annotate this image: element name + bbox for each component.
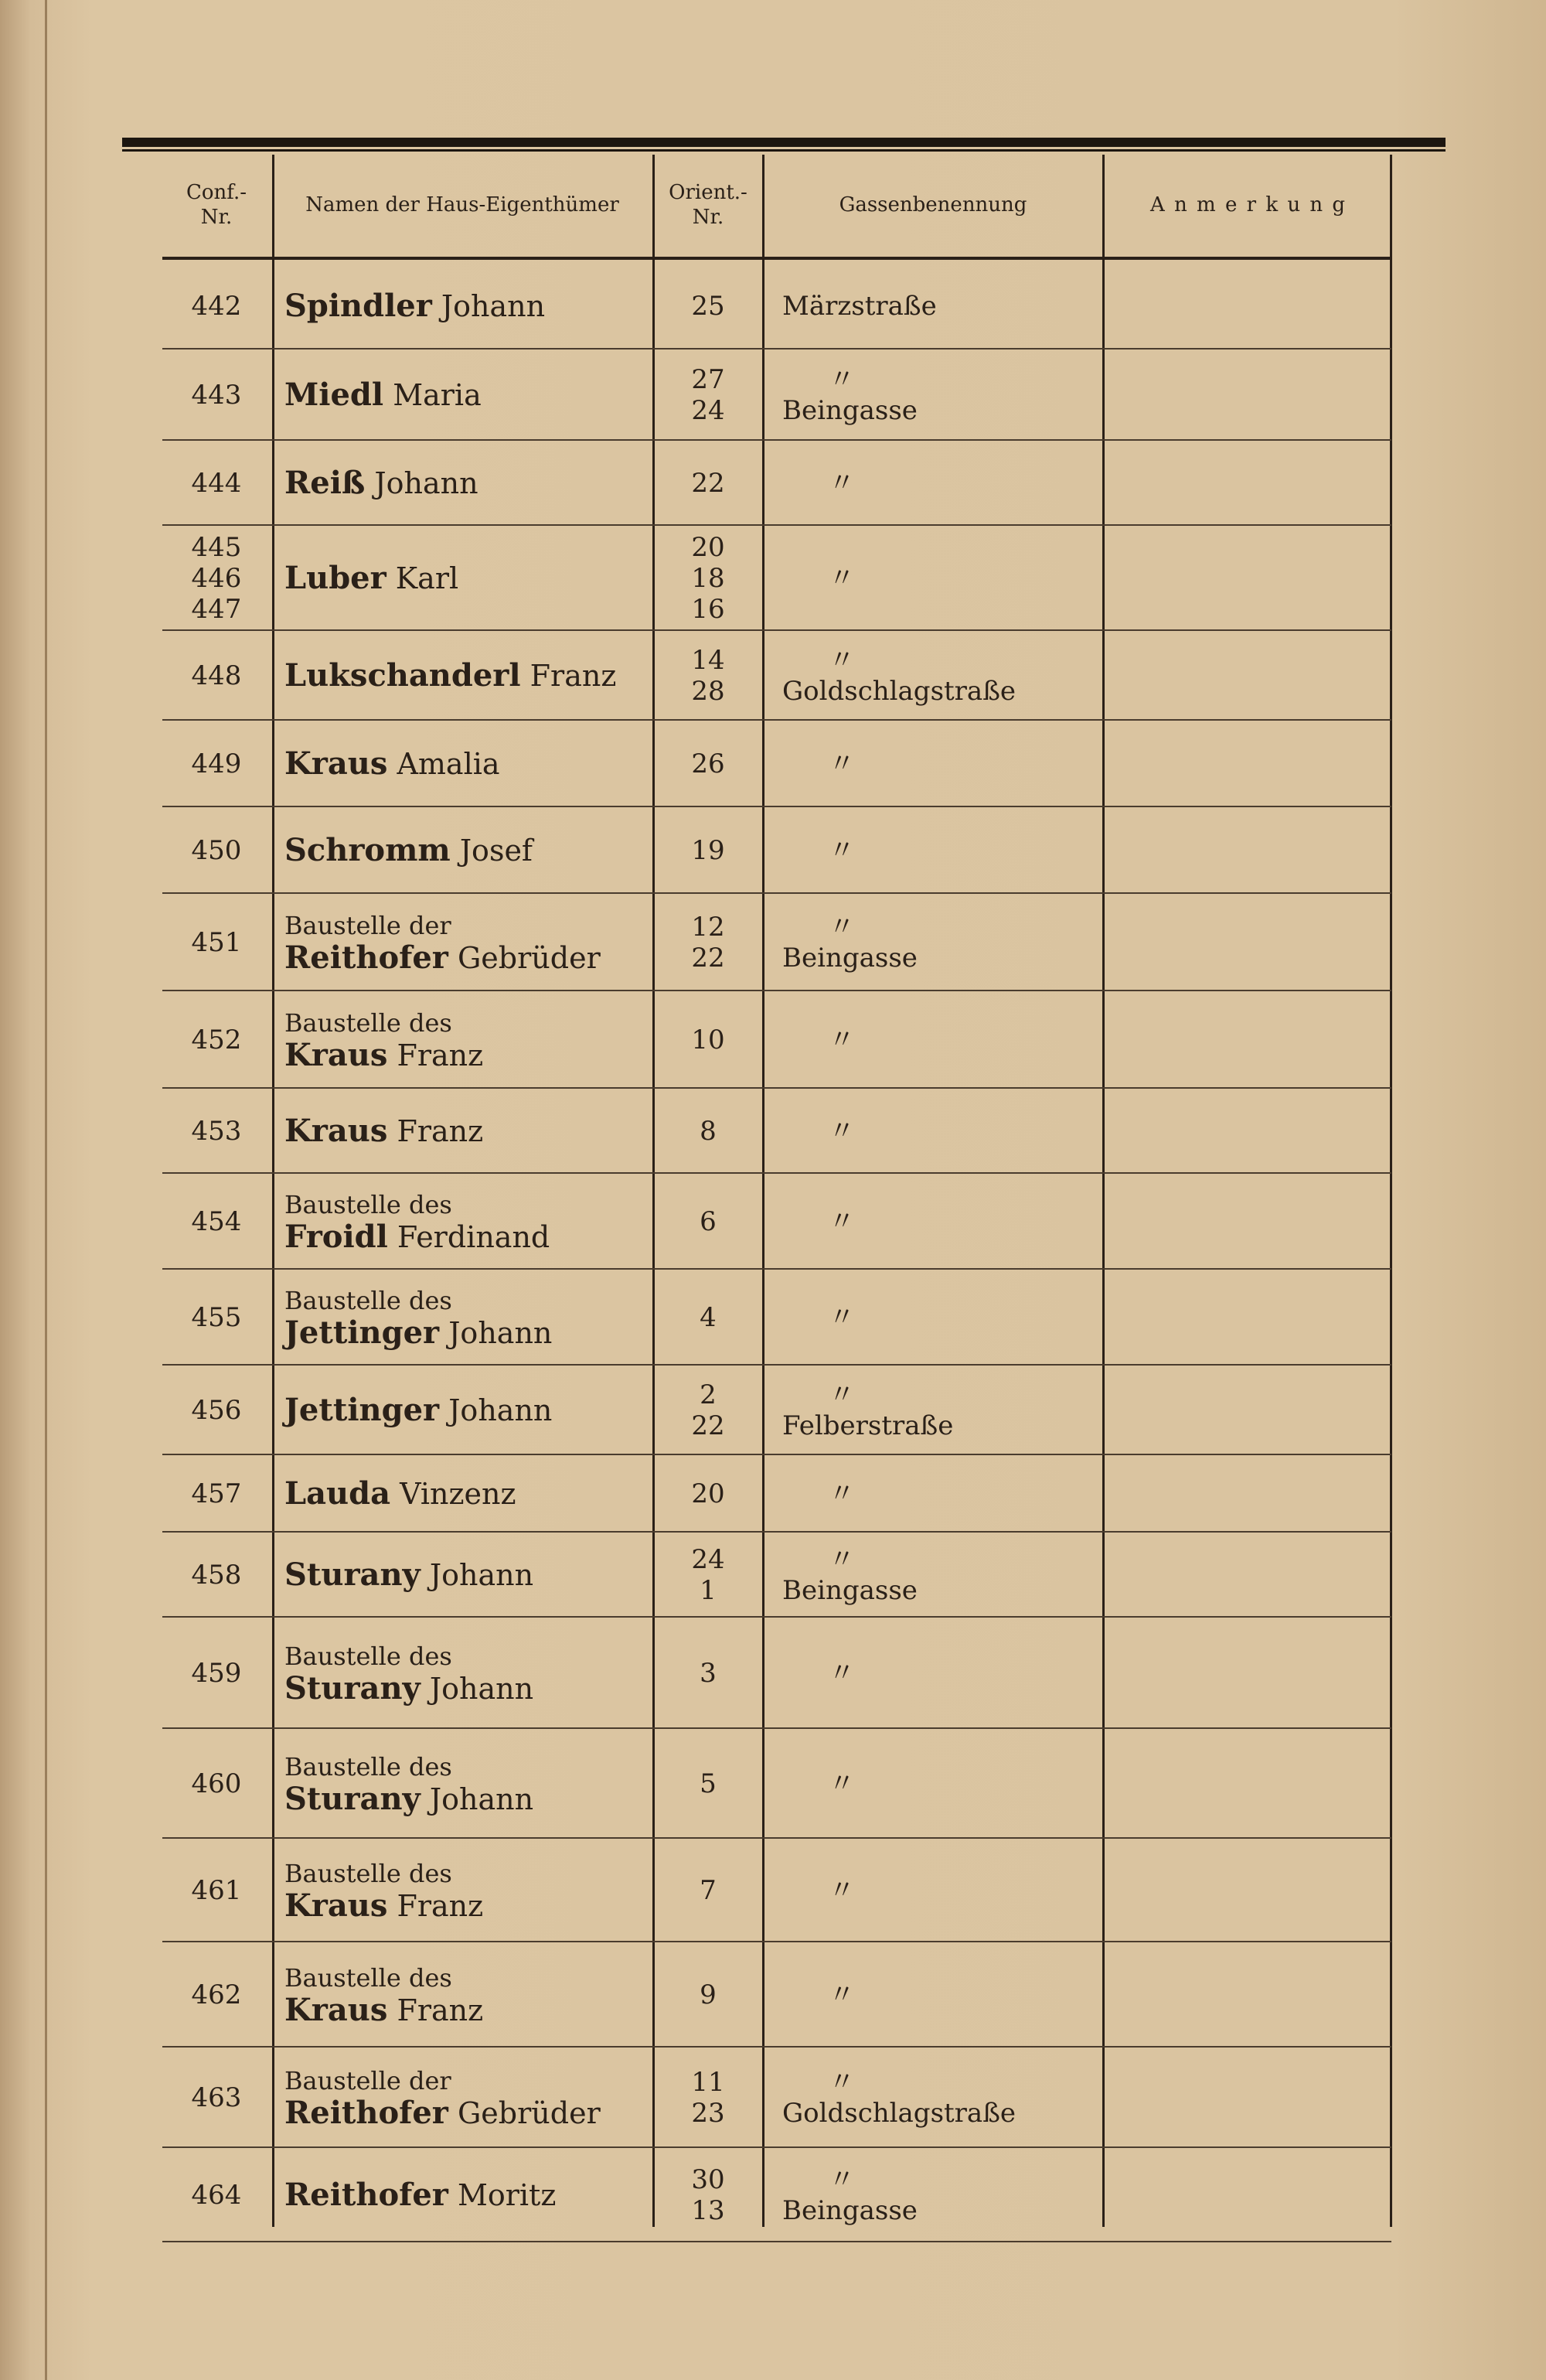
orient-nr: 1: [700, 1575, 717, 1606]
orient-nr-cell: [657, 441, 759, 526]
conf-nr: 453: [191, 1116, 242, 1147]
owner-line: [284, 1782, 656, 1816]
orient-nr: 13: [691, 2195, 725, 2226]
table-row: [162, 1942, 1391, 2048]
conf-nr: 454: [191, 1206, 242, 1237]
page-fold-line: [45, 0, 47, 2380]
conf-nr: 443: [191, 380, 242, 411]
conf-nr: 463: [191, 2082, 242, 2113]
owner-given-name: Johann: [448, 1393, 553, 1427]
street-name: Beingasse: [782, 395, 918, 426]
orient-nr: 26: [691, 748, 725, 779]
orient-nr-cell: [657, 807, 759, 894]
owner-given-name: Karl: [395, 561, 459, 595]
orient-nr-cell: [657, 1729, 759, 1839]
orient-nr: 20: [691, 532, 725, 563]
owner-given-name: Ferdinand: [397, 1220, 550, 1254]
conf-nr-cell: [162, 721, 271, 807]
owner-surname: Sturany: [284, 1670, 421, 1707]
header-gasse: [767, 155, 1099, 255]
orient-nr: 22: [691, 943, 725, 973]
owner-line: [284, 2178, 656, 2212]
owner-line: [284, 378, 656, 412]
owner-name-cell: [277, 1839, 656, 1942]
owner-surname: Lukschanderl: [284, 657, 521, 694]
gasse-cell: [767, 807, 1115, 894]
conf-nr: 449: [191, 748, 242, 779]
owner-given-name: Maria: [393, 378, 482, 412]
owner-line: [284, 1672, 656, 1706]
ditto-mark: 〃: [829, 1116, 855, 1147]
owner-name-cell: [277, 526, 656, 631]
conf-nr-cell: [162, 1618, 271, 1729]
owner-name-cell: [277, 807, 656, 894]
anmerkung-cell: [1105, 894, 1391, 991]
table-row: [162, 894, 1391, 991]
owner-surname: Kraus: [284, 745, 388, 782]
table-row: [162, 1366, 1391, 1455]
owner-name-cell: [277, 1270, 656, 1366]
ditto-mark: 〃: [829, 835, 855, 866]
ditto-mark: 〃: [829, 364, 855, 395]
orient-nr: 8: [700, 1116, 717, 1147]
table-row: [162, 349, 1391, 441]
orient-nr: 28: [691, 676, 725, 707]
conf-nr: 458: [191, 1560, 242, 1591]
orient-nr: 4: [700, 1302, 717, 1333]
conf-nr: 457: [191, 1478, 242, 1509]
table-row: [162, 2048, 1391, 2148]
conf-nr: 459: [191, 1658, 242, 1689]
owner-line: [284, 834, 656, 868]
owner-line: [284, 1889, 656, 1923]
anmerkung-cell: [1105, 1618, 1391, 1729]
orient-nr-cell: [657, 1270, 759, 1366]
header-owner-names: [277, 155, 648, 255]
conf-nr: 445: [191, 532, 242, 563]
owner-surname: Froidl: [284, 1219, 388, 1255]
conf-nr-cell: [162, 1455, 271, 1533]
owner-line: [284, 1038, 656, 1072]
table-row: [162, 1618, 1391, 1729]
table-row: [162, 441, 1391, 526]
gasse-cell: [767, 1618, 1115, 1729]
orient-nr-cell: [657, 263, 759, 349]
owner-line: [284, 1114, 656, 1148]
gasse-cell: [767, 1089, 1115, 1174]
owner-name-cell: [277, 1174, 656, 1270]
anmerkung-cell: [1105, 1533, 1391, 1618]
street-name: Goldschlagstraße: [782, 2098, 1016, 2129]
owner-surname: Kraus: [284, 1113, 388, 1149]
conf-nr-cell: [162, 2048, 271, 2148]
owner-prefix: Baustelle des: [284, 1859, 452, 1888]
anmerkung-cell: [1105, 1270, 1391, 1366]
owner-given-name: Johann: [441, 289, 546, 323]
orient-nr-cell: [657, 631, 759, 721]
owner-given-name: Moritz: [457, 2178, 557, 2212]
table-row: [162, 263, 1391, 349]
owner-name-cell: [277, 1618, 656, 1729]
anmerkung-cell: [1105, 1174, 1391, 1270]
owner-surname: Reiß: [284, 465, 366, 501]
anmerkung-cell: [1105, 263, 1391, 349]
header-owner-names-text: Namen der Haus-Eigenthümer: [305, 193, 619, 217]
conf-nr-cell: [162, 807, 271, 894]
owner-line: [284, 1393, 656, 1427]
gasse-cell: [767, 721, 1115, 807]
ditto-mark: 〃: [829, 1379, 855, 1410]
conf-nr: 448: [191, 660, 242, 691]
owner-given-name: Johann: [429, 1558, 534, 1592]
conf-nr-cell: [162, 1729, 271, 1839]
anmerkung-cell: [1105, 1089, 1391, 1174]
orient-nr: 14: [691, 645, 725, 676]
conf-nr-cell: [162, 1174, 271, 1270]
orient-nr: 20: [691, 1478, 725, 1509]
header-conf-nr-line1: Conf.-: [186, 181, 247, 204]
ditto-mark: 〃: [829, 912, 855, 943]
gasse-cell: [767, 991, 1115, 1089]
owner-surname: Reithofer: [284, 939, 448, 976]
anmerkung-cell: [1105, 991, 1391, 1089]
anmerkung-cell: [1105, 631, 1391, 721]
owner-name-cell: [277, 1729, 656, 1839]
header-conf-nr: [162, 155, 271, 255]
top-rule: [122, 138, 1446, 147]
header-underline: [162, 257, 1391, 260]
orient-nr-cell: [657, 1455, 759, 1533]
gasse-cell: [767, 441, 1115, 526]
orient-nr: 9: [700, 1979, 717, 2010]
orient-nr-cell: [657, 2148, 759, 2242]
conf-nr-cell: [162, 1089, 271, 1174]
header-anmerkung: [1105, 155, 1391, 255]
header-orient-nr-line2: Nr.: [692, 206, 724, 229]
ditto-mark: 〃: [829, 1544, 855, 1575]
table-row: [162, 1533, 1391, 1618]
owner-name-cell: [277, 1455, 656, 1533]
header-orient-nr: [657, 155, 759, 255]
orient-nr: 16: [691, 594, 725, 625]
conf-nr: 446: [191, 563, 242, 594]
owner-name-cell: [277, 1089, 656, 1174]
orient-nr-cell: [657, 526, 759, 631]
owner-surname: Reithofer: [284, 2177, 448, 2213]
anmerkung-cell: [1105, 2148, 1391, 2242]
conf-nr-cell: [162, 2148, 271, 2242]
orient-nr-cell: [657, 1366, 759, 1455]
ditto-mark: 〃: [829, 1768, 855, 1799]
orient-nr: 11: [691, 2067, 725, 2098]
street-name: Märzstraße: [782, 291, 937, 322]
owner-line: [284, 289, 656, 323]
conf-nr: 461: [191, 1875, 242, 1906]
table-row: [162, 2148, 1391, 2242]
orient-nr: 3: [700, 1658, 717, 1689]
owner-line: [284, 561, 656, 595]
conf-nr: 442: [191, 291, 242, 322]
conf-nr: 444: [191, 468, 242, 499]
owner-given-name: Josef: [459, 834, 533, 868]
owner-given-name: Gebrüder: [457, 2096, 601, 2130]
table-row: [162, 1839, 1391, 1942]
owner-surname: Kraus: [284, 1992, 388, 2028]
anmerkung-cell: [1105, 1366, 1391, 1455]
owner-given-name: Franz: [397, 1114, 484, 1148]
owner-name-cell: [277, 1366, 656, 1455]
owner-name-cell: [277, 631, 656, 721]
anmerkung-cell: [1105, 526, 1391, 631]
owner-prefix: Baustelle der: [284, 2066, 451, 2095]
owner-line: [284, 1558, 656, 1592]
gasse-cell: [767, 1942, 1115, 2048]
owner-given-name: Franz: [397, 1038, 484, 1072]
table-row: [162, 1174, 1391, 1270]
owner-line: [284, 1316, 656, 1350]
orient-nr: 6: [700, 1206, 717, 1237]
gasse-cell: [767, 263, 1115, 349]
orient-nr: 27: [691, 364, 725, 395]
conf-nr-cell: [162, 1942, 271, 2048]
owner-given-name: Gebrüder: [457, 941, 601, 975]
ditto-mark: 〃: [829, 1658, 855, 1689]
gasse-cell: [767, 1174, 1115, 1270]
gasse-cell: [767, 349, 1115, 441]
owner-name-cell: [277, 2148, 656, 2242]
owner-line: [284, 1477, 656, 1511]
table-row: [162, 991, 1391, 1089]
owner-line: [284, 1993, 656, 2027]
orient-nr: 23: [691, 2098, 725, 2129]
conf-nr-cell: [162, 1270, 271, 1366]
conf-nr: 450: [191, 835, 242, 866]
orient-nr-cell: [657, 894, 759, 991]
conf-nr: 452: [191, 1025, 242, 1055]
conf-nr-cell: [162, 991, 271, 1089]
orient-nr: 7: [700, 1875, 717, 1906]
orient-nr: 10: [691, 1025, 725, 1055]
owner-name-cell: [277, 2048, 656, 2148]
owner-given-name: Franz: [397, 1993, 484, 2027]
conf-nr-cell: [162, 263, 271, 349]
orient-nr: 22: [691, 1410, 725, 1441]
table-row: [162, 631, 1391, 721]
header-orient-nr-line1: Orient.-: [669, 181, 747, 204]
gasse-cell: [767, 1533, 1115, 1618]
gasse-cell: [767, 1270, 1115, 1366]
owner-given-name: Johann: [429, 1672, 534, 1706]
owner-prefix: Baustelle des: [284, 1008, 452, 1038]
street-name: Goldschlagstraße: [782, 676, 1016, 707]
orient-nr: 22: [691, 468, 725, 499]
gasse-cell: [767, 2148, 1115, 2242]
conf-nr: 456: [191, 1395, 242, 1426]
owner-given-name: Johann: [448, 1316, 553, 1350]
anmerkung-cell: [1105, 807, 1391, 894]
orient-nr-cell: [657, 1174, 759, 1270]
owner-line: [284, 747, 656, 781]
conf-nr-cell: [162, 526, 271, 631]
conf-nr: 455: [191, 1302, 242, 1333]
orient-nr: 24: [691, 1544, 725, 1575]
orient-nr-cell: [657, 991, 759, 1089]
orient-nr-cell: [657, 721, 759, 807]
orient-nr-cell: [657, 2048, 759, 2148]
orient-nr: 12: [691, 912, 725, 943]
owner-surname: Sturany: [284, 1781, 421, 1817]
ditto-mark: 〃: [829, 1302, 855, 1333]
owner-name-cell: [277, 349, 656, 441]
owner-surname: Kraus: [284, 1037, 388, 1073]
street-name: Beingasse: [782, 2195, 918, 2226]
owner-given-name: Johann: [374, 466, 478, 500]
anmerkung-cell: [1105, 1455, 1391, 1533]
row-rule: [162, 2241, 1391, 2242]
street-name: Beingasse: [782, 1575, 918, 1606]
owner-surname: Schromm: [284, 832, 451, 868]
owner-line: [284, 466, 656, 500]
ownership-table: [162, 155, 1391, 2227]
table-row: [162, 1729, 1391, 1839]
ditto-mark: 〃: [829, 2164, 855, 2195]
owner-surname: Sturany: [284, 1557, 421, 1593]
gasse-cell: [767, 1839, 1115, 1942]
top-rule-thin: [122, 149, 1446, 152]
anmerkung-cell: [1105, 349, 1391, 441]
ditto-mark: 〃: [829, 1478, 855, 1509]
street-name: Beingasse: [782, 943, 918, 973]
gasse-cell: [767, 2048, 1115, 2148]
owner-surname: Luber: [284, 560, 386, 596]
owner-name-cell: [277, 1533, 656, 1618]
conf-nr-cell: [162, 1533, 271, 1618]
owner-given-name: Johann: [429, 1782, 534, 1816]
owner-prefix: Baustelle des: [284, 1642, 452, 1671]
owner-name-cell: [277, 1942, 656, 2048]
anmerkung-cell: [1105, 1942, 1391, 2048]
owner-prefix: Baustelle des: [284, 1286, 452, 1315]
owner-line: [284, 1220, 656, 1254]
table-row: [162, 721, 1391, 807]
orient-nr: 2: [700, 1379, 717, 1410]
ditto-mark: 〃: [829, 1875, 855, 1906]
owner-surname: Jettinger: [284, 1392, 440, 1428]
conf-nr-cell: [162, 349, 271, 441]
orient-nr-cell: [657, 1618, 759, 1729]
owner-given-name: Franz: [530, 659, 617, 693]
orient-nr: 5: [700, 1768, 717, 1799]
orient-nr: 24: [691, 395, 725, 426]
owner-given-name: Vinzenz: [400, 1477, 516, 1511]
conf-nr-cell: [162, 441, 271, 526]
owner-surname: Spindler: [284, 288, 432, 324]
gasse-cell: [767, 894, 1115, 991]
owner-name-cell: [277, 991, 656, 1089]
anmerkung-cell: [1105, 2048, 1391, 2148]
orient-nr-cell: [657, 1839, 759, 1942]
header-conf-nr-line2: Nr.: [200, 206, 233, 229]
table-row: [162, 1270, 1391, 1366]
orient-nr: 18: [691, 563, 725, 594]
owner-line: [284, 2096, 656, 2130]
orient-nr: 30: [691, 2164, 725, 2195]
owner-surname: Reithofer: [284, 2095, 448, 2131]
orient-nr-cell: [657, 1942, 759, 2048]
ditto-mark: 〃: [829, 468, 855, 499]
ditto-mark: 〃: [829, 2067, 855, 2098]
anmerkung-cell: [1105, 441, 1391, 526]
owner-name-cell: [277, 263, 656, 349]
ditto-mark: 〃: [829, 748, 855, 779]
owner-surname: Kraus: [284, 1887, 388, 1924]
owner-line: [284, 659, 656, 693]
anmerkung-cell: [1105, 721, 1391, 807]
owner-given-name: Franz: [397, 1889, 484, 1923]
conf-nr: 464: [191, 2180, 242, 2211]
owner-prefix: Baustelle des: [284, 1752, 452, 1782]
gasse-cell: [767, 631, 1115, 721]
owner-line: [284, 941, 656, 975]
orient-nr-cell: [657, 1089, 759, 1174]
gasse-cell: [767, 526, 1115, 631]
owner-prefix: Baustelle des: [284, 1190, 452, 1219]
conf-nr-cell: [162, 1366, 271, 1455]
table-row: [162, 807, 1391, 894]
ditto-mark: 〃: [829, 1206, 855, 1237]
conf-nr: 462: [191, 1979, 242, 2010]
conf-nr: 447: [191, 594, 242, 625]
ditto-mark: 〃: [829, 645, 855, 676]
owner-surname: Miedl: [284, 377, 384, 413]
owner-name-cell: [277, 894, 656, 991]
gasse-cell: [767, 1729, 1115, 1839]
conf-nr-cell: [162, 894, 271, 991]
orient-nr: 25: [691, 291, 725, 322]
anmerkung-cell: [1105, 1839, 1391, 1942]
table-row: [162, 526, 1391, 631]
owner-surname: Jettinger: [284, 1314, 440, 1351]
gasse-cell: [767, 1366, 1115, 1455]
conf-nr: 451: [191, 927, 242, 958]
owner-surname: Lauda: [284, 1475, 391, 1512]
ditto-mark: 〃: [829, 1979, 855, 2010]
owner-prefix: Baustelle des: [284, 1963, 452, 1993]
owner-name-cell: [277, 721, 656, 807]
anmerkung-cell: [1105, 1729, 1391, 1839]
orient-nr-cell: [657, 349, 759, 441]
owner-given-name: Amalia: [397, 747, 500, 781]
orient-nr: 19: [691, 835, 725, 866]
street-name: Felberstraße: [782, 1410, 954, 1441]
header-gasse-text: Gassenbenennung: [839, 193, 1027, 217]
ditto-mark: 〃: [829, 563, 855, 594]
header-anmerkung-text: A n m e r k u n g: [1150, 193, 1347, 217]
conf-nr-cell: [162, 1839, 271, 1942]
table-row: [162, 1089, 1391, 1174]
table-row: [162, 1455, 1391, 1533]
conf-nr-cell: [162, 631, 271, 721]
gasse-cell: [767, 1455, 1115, 1533]
conf-nr: 460: [191, 1768, 242, 1799]
owner-name-cell: [277, 441, 656, 526]
ditto-mark: 〃: [829, 1025, 855, 1055]
orient-nr-cell: [657, 1533, 759, 1618]
owner-prefix: Baustelle der: [284, 911, 451, 940]
